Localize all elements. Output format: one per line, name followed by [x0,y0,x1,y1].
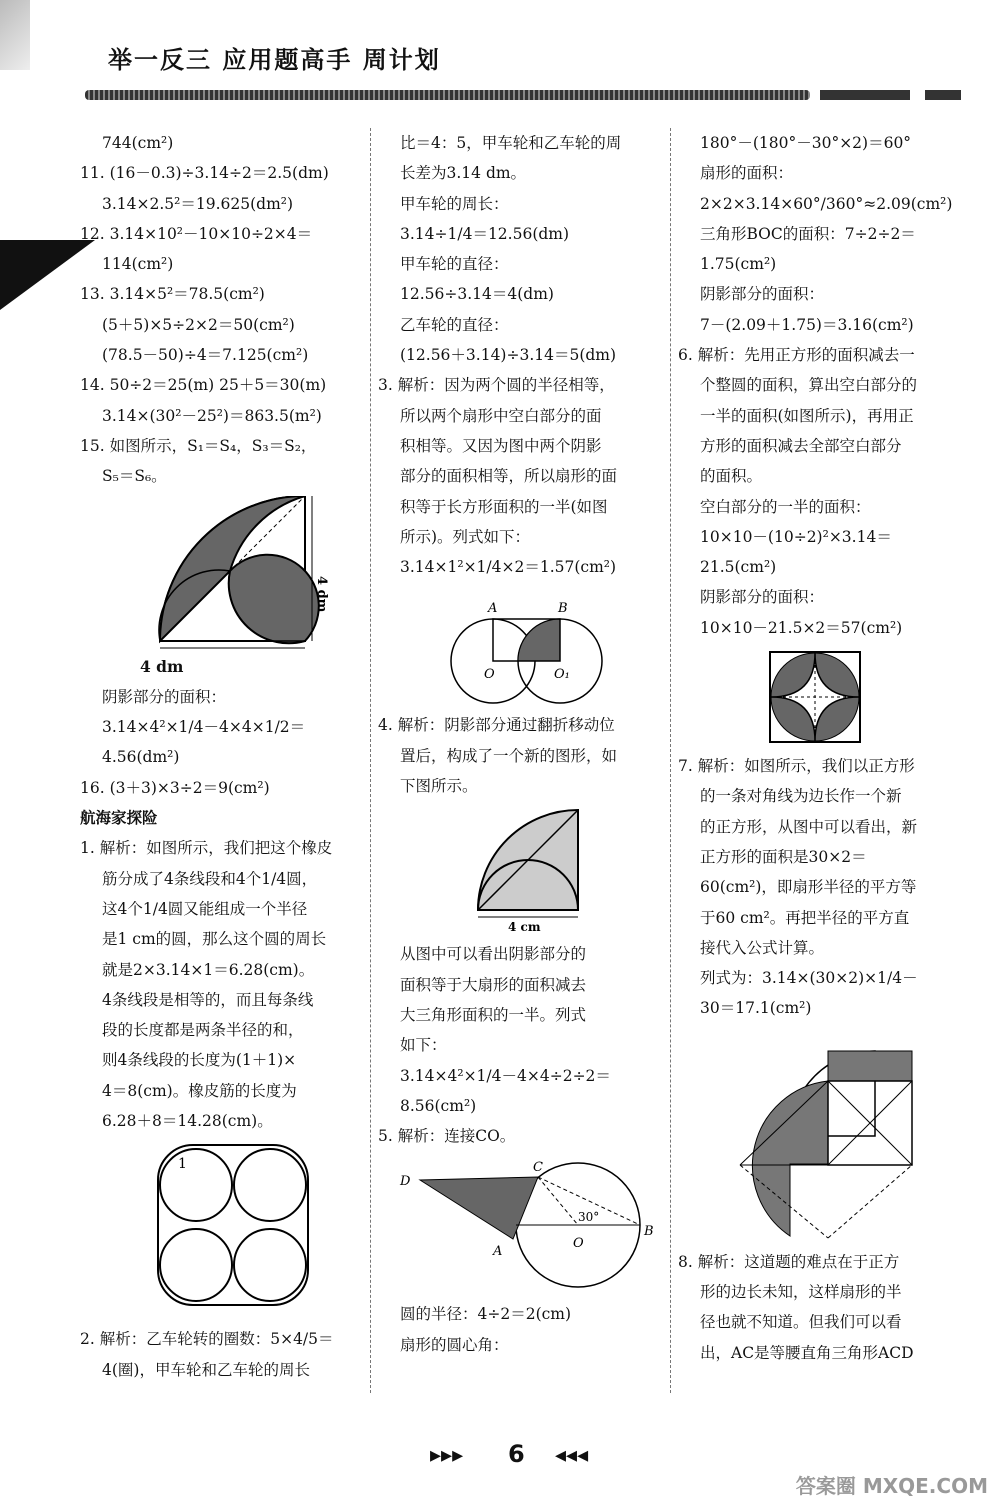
text-line: 阴影部分的面积： [700,285,825,304]
text-line: 形的边长未知，这样扇形的半 [700,1283,902,1302]
figure-3-circles [378,586,648,706]
header-rule [85,90,810,100]
text-line: 面积等于大扇形的面积减去 [400,975,587,994]
text-line: 10×10－21.5×2＝57(cm²) [700,618,903,637]
header-rule-segment [925,90,961,100]
text-line: 积等于长方形面积的一半(如图 [400,497,608,516]
text-line: 部分的面积相等，所以扇形的面 [400,467,618,486]
text-line: 所示)。列式如下： [400,527,531,546]
text-line: 8. 解析：这道题的难点在于正方 [678,1252,900,1271]
text-line: 4. 解析：阴影部分通过翻折移动位 [378,716,615,735]
text-line: 比＝4：5，甲车轮和乙车轮的周 [400,134,622,152]
forward-arrows-icon: ▸▸▸ [430,1443,464,1468]
point-label: B [644,1224,654,1240]
text-line: 段的长度都是两条半径的和， [102,1021,304,1040]
text-line: 114(cm²) [102,255,174,274]
text-line: 如下： [400,1036,447,1055]
angle-label: 30° [578,1210,600,1225]
text-line: 3.14÷1/4＝12.56(dm) [400,224,570,243]
text-line: 下图所示。 [400,777,478,796]
text-line: 16. (3＋3)×3÷2＝9(cm²) [80,778,270,797]
text-line: 长差为3.14 dm。 [400,164,527,183]
page-number: 6 [508,1440,525,1468]
column-divider [670,128,671,1393]
text-line: 5. 解析：连接CO。 [378,1127,516,1146]
text-line: 一半的面积(如图所示)，再用正 [700,406,914,425]
text-line: 3.14×4²×1/4－4×4÷2÷2＝ [400,1066,611,1085]
text-line: 3.14×1²×1/4×2＝1.57(cm²) [400,558,617,577]
text-line: 径也就不知道。但我们可以看 [700,1313,902,1332]
figure-5-circle [378,1155,658,1295]
text-line: (12.56＋3.14)÷3.14＝5(dm) [400,346,617,365]
point-label: A [493,1244,503,1260]
watermark: 答案圈 MXQE.COM [795,1474,988,1498]
figure-1-rubber-band [80,1140,350,1320]
text-line: 12.56÷3.14＝4(dm) [400,285,554,304]
text-line: 4(圈)，甲车轮和乙车轮的周长 [102,1360,310,1379]
point-label: D [400,1174,411,1190]
text-line: 是1 cm的圆，那么这个圆的周长 [102,930,327,949]
text-line: 744(cm²) [102,134,174,152]
column-2 [378,128,661,1360]
column-1 [80,128,365,1385]
text-line: 甲车轮的周长： [400,194,509,213]
text-line: 3. 解析：因为两个圆的半径相等， [378,376,615,395]
text-line: 则4条线段的长度为(1＋1)× [102,1051,297,1070]
text-line: 乙车轮的直径： [400,315,509,334]
point-label: C [533,1160,543,1176]
text-line: 三角形BOC的面积：7÷2÷2＝ [700,224,916,243]
column-divider [370,128,371,1393]
width-label: 4 dm [140,656,184,676]
text-line: 13. 3.14×5²＝78.5(cm²) [80,285,265,304]
text-line: 筋分成了4条线段和4个1/4圆， [102,869,318,888]
text-line: 1. 解析：如图所示，我们把这个橡皮 [80,839,333,858]
text-line: 空白部分的一半的面积： [700,497,871,516]
text-line: 方形的面积减去全部空白部分 [700,436,902,455]
text-line: 4＝8(cm)。橡皮筋的长度为 [102,1081,297,1100]
text-line: 这4个1/4圆又能组成一个半径 [102,899,308,918]
text-line: 6. 解析：先用正方形的面积减去一 [678,346,915,365]
figure-7-diagonal-square [678,1028,958,1243]
text-line: 3.14×(30²－25²)＝863.5(m²) [102,406,322,425]
text-line: 个整圆的面积，算出空白部分的 [700,376,918,395]
text-line: 180°－(180°－30°×2)＝60° [700,134,912,152]
width-label: 4 cm [508,920,541,935]
text-line: 于60 cm²。再把半径的平方直 [700,908,910,927]
text-line: 大三角形面积的一半。列式 [400,1005,587,1024]
point-label: O [484,667,495,683]
text-line: 12. 3.14×10²－10×10÷2×4＝ [80,224,313,243]
back-arrows-icon: ◂◂◂ [555,1443,589,1468]
text-line: 的正方形，从图中可以看出，新 [700,817,918,836]
text-line: (78.5－50)÷4＝7.125(cm²) [102,346,309,365]
text-line: S₅＝S₆。 [102,467,167,486]
text-line: (5＋5)×5÷2×2＝50(cm²) [102,315,295,334]
text-line: 圆的半径：4÷2＝2(cm) [400,1305,572,1324]
point-label: A [488,601,498,617]
text-line: 11. (16－0.3)÷3.14÷2＝2.5(dm) [80,164,329,183]
text-line: 8.56(cm²) [400,1096,477,1115]
figure-6-square-circle [678,647,958,747]
text-line: 的一条对角线为边长作一个新 [700,787,902,806]
text-line: 30＝17.1(cm²) [700,999,812,1018]
text-line: 6.28＋8＝14.28(cm)。 [102,1112,273,1131]
text-line: 置后，构成了一个新的图形，如 [400,746,618,765]
figure-15-diagram [80,496,350,656]
text-line: 2. 解析：乙车轮转的圈数：5×4/5＝ [80,1330,334,1349]
text-line: 10×10－(10÷2)²×3.14＝ [700,527,892,546]
text-line: 就是2×3.14×1＝6.28(cm)。 [102,960,315,979]
column-3 [678,128,963,1368]
text-line: 21.5(cm²) [700,558,777,577]
text-line: 3.14×2.5²＝19.625(dm²) [102,194,294,213]
figure-4-sector [378,805,648,935]
page-corner-decoration [0,0,30,70]
text-line: 接代入公式计算。 [700,938,825,957]
text-line: 出，AC是等腰直角三角形ACD [700,1343,914,1362]
text-line: 3.14×4²×1/4－4×4×1/2＝ [102,718,306,737]
text-line: 7. 解析：如图所示，我们以正方形 [678,757,915,776]
section-heading: 航海家探险 [80,809,158,828]
text-line: 从图中可以看出阴影部分的 [400,945,587,964]
text-line: 1.75(cm²) [700,255,777,274]
text-line: 列式为：3.14×(30×2)×1/4－ [700,969,918,988]
text-line: 14. 50÷2＝25(m) 25＋5＝30(m) [80,376,327,395]
header-title: 举一反三 应用题高手 周计划 [108,46,441,74]
text-line: 积相等。又因为图中两个阴影 [400,436,602,455]
text-line: 扇形的圆心角： [400,1335,509,1354]
height-label: 4 dm [314,575,329,612]
point-label: B [558,601,568,617]
text-line: 4条线段是相等的，而且每条线 [102,990,314,1009]
header-rule-segment [820,90,910,100]
text-line: 阴影部分的面积： [102,687,227,706]
text-line: 4.56(dm²) [102,748,180,767]
text-line: 正方形的面积是30×2＝ [700,847,867,866]
text-line: 扇形的面积： [700,164,794,183]
text-line: 2×2×3.14×60°/360°≈2.09(cm²) [700,194,953,213]
text-line: 7－(2.09＋1.75)＝3.16(cm²) [700,315,914,334]
point-label: O₁ [554,667,570,683]
text-line: 的面积。 [700,467,763,486]
text-line: 15. 如图所示，S₁＝S₄，S₃＝S₂， [80,436,317,455]
radius-label: 1 [178,1156,187,1173]
text-line: 阴影部分的面积： [700,588,825,607]
text-line: 60(cm²)，即扇形半径的平方等 [700,878,917,897]
text-line: 所以两个扇形中空白部分的面 [400,406,602,425]
point-label: O [573,1236,584,1252]
text-line: 甲车轮的直径： [400,255,509,274]
